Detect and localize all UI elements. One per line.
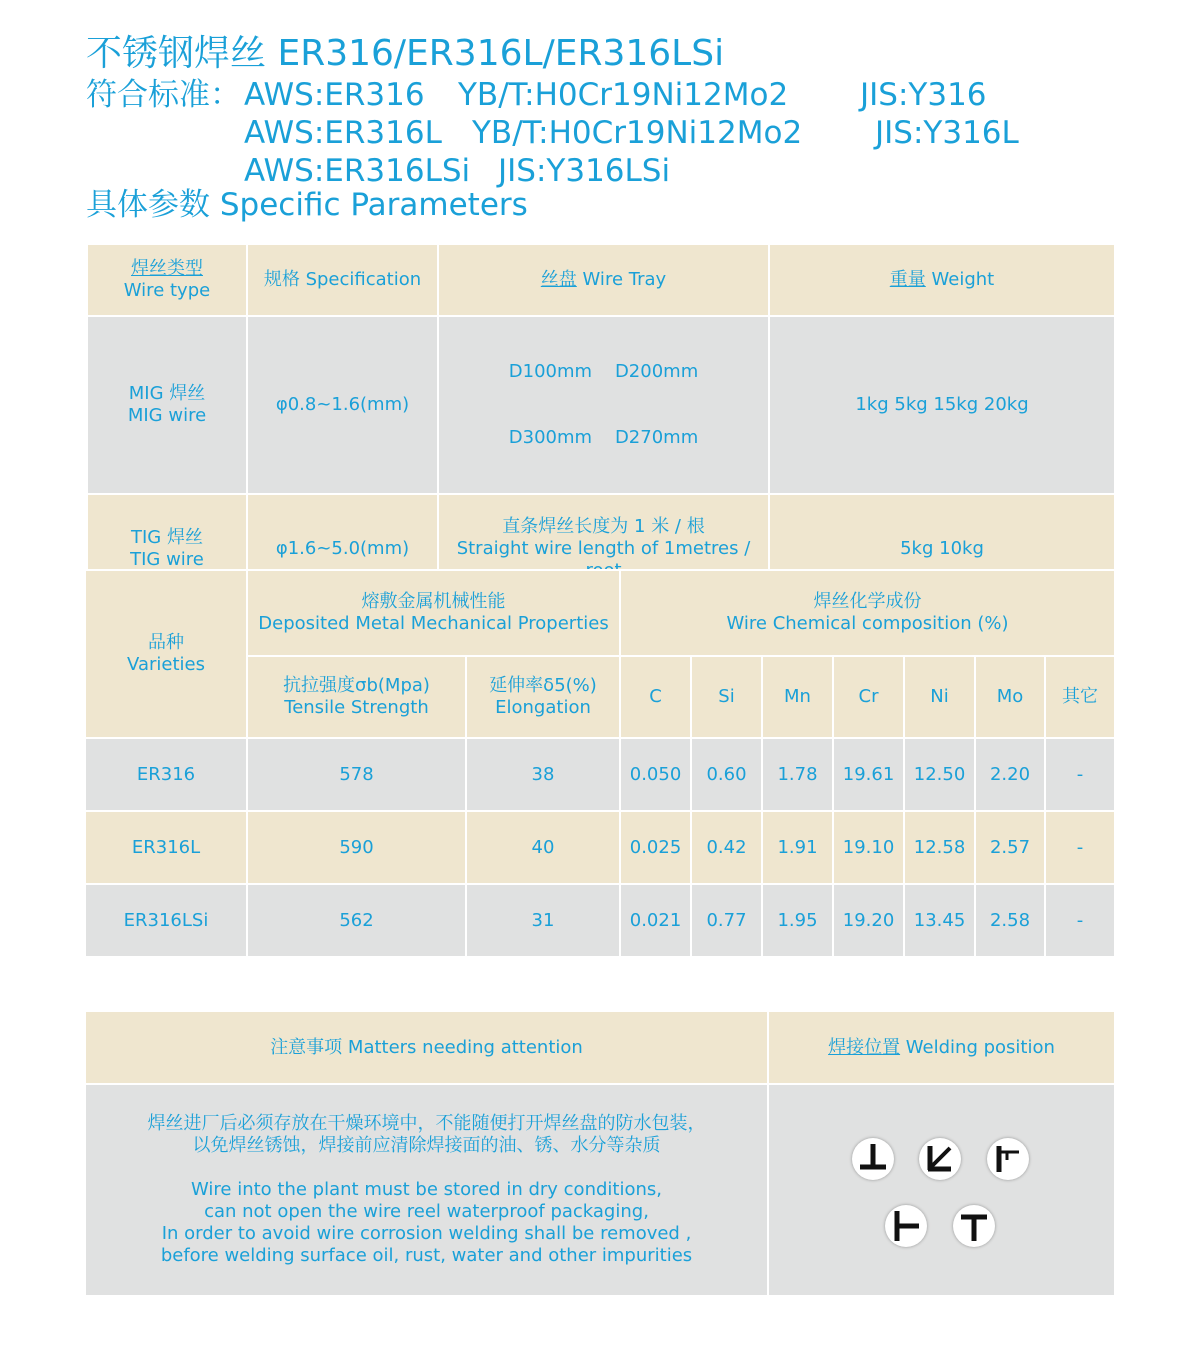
cell-cr: 19.20 (833, 884, 904, 957)
cell-ni: 13.45 (904, 884, 975, 957)
standard-aws-er316lsi: AWS:ER316LSi (244, 153, 471, 189)
cell-ni: 12.58 (904, 811, 975, 884)
cell-weight: 1kg 5kg 15kg 20kg (769, 316, 1115, 494)
cell-elongation: 38 (466, 738, 620, 811)
cell-mo: 2.57 (975, 811, 1045, 884)
standard-jis-er316: JIS:Y316 (860, 77, 987, 113)
standard-aws-er316l: AWS:ER316L (244, 115, 442, 151)
cell-tensile: 590 (247, 811, 466, 884)
cell-mo: 2.20 (975, 738, 1045, 811)
note-line-cn: 焊丝进厂后必须存放在干燥环境中，不能随便打开焊丝盘的防水包装， (147, 1113, 706, 1134)
table-row (85, 884, 1115, 957)
cell-ni: 12.50 (904, 738, 975, 811)
composition-table (84, 569, 1116, 958)
horizontal-weld-icon (885, 1205, 927, 1247)
standard-yb-er316: YB/T:H0Cr19Ni12Mo2 (458, 77, 789, 113)
cell-variety: ER316 (85, 738, 247, 811)
note-line-en: In order to avoid wire corrosion welding shall be removed , (161, 1223, 692, 1244)
standard-aws-er316: AWS:ER316 (244, 77, 425, 113)
header-elongation: 延伸率δ5(%) Elongation (466, 656, 620, 738)
note-line-en: before welding surface oil, rust, water and other impurities (160, 1245, 693, 1266)
cell-specification: φ1.6~5.0(mm) (247, 494, 438, 604)
note-line-cn: 以免焊丝锈蚀，焊接前应清除焊接面的油、锈、水分等杂质 (192, 1135, 661, 1156)
notes-body-row (85, 1084, 1115, 1296)
header-wire-type: 焊丝类型 Wire type (87, 244, 247, 316)
vertical-weld-icon (987, 1138, 1029, 1180)
cell-tensile: 562 (247, 884, 466, 957)
cell-c: 0.025 (620, 811, 691, 884)
welding-position-icons (769, 1085, 1115, 1295)
cell-si: 0.60 (691, 738, 762, 811)
note-line-en: can not open the wire reel waterproof packaging, (204, 1201, 649, 1222)
header-element-mo: Mo (975, 656, 1045, 738)
table-row (85, 738, 1115, 811)
header-element-mn: Mn (762, 656, 833, 738)
header-welding-position: 焊接位置 Welding position (768, 1011, 1115, 1084)
notes-text-cell (85, 1084, 768, 1296)
cell-wire-tray: D100mm D200mm D300mm D270mm (438, 316, 769, 494)
cell-specification: φ0.8~1.6(mm) (247, 316, 438, 494)
header-specification: 规格 Specification (247, 244, 438, 316)
cell-si: 0.42 (691, 811, 762, 884)
cell-tensile: 578 (247, 738, 466, 811)
spec-section-title: 具体参数 Specific Parameters (86, 187, 528, 223)
notes-header-row (85, 1011, 1115, 1084)
cell-elongation: 31 (466, 884, 620, 957)
fillet-weld-icon (919, 1138, 961, 1180)
cell-wire-tray: 直条焊丝长度为 1 米 / 根 Straight wire length of 1metres / root (438, 494, 769, 604)
header-matters-attention: 注意事项 Matters needing attention (85, 1011, 768, 1084)
header-weight: 重量 Weight (769, 244, 1115, 316)
header-element-cr: Cr (833, 656, 904, 738)
standards-label: 符合标准： (86, 77, 241, 113)
composition-header-row (85, 570, 1115, 656)
cell-variety: ER316LSi (85, 884, 247, 957)
cell-mo: 2.58 (975, 884, 1045, 957)
overhead-weld-icon (953, 1205, 995, 1247)
header-element-ni: Ni (904, 656, 975, 738)
cell-other: - (1045, 811, 1115, 884)
specification-table (86, 243, 1116, 605)
standard-jis-er316l: JIS:Y316L (875, 115, 1019, 151)
notes-table (84, 1010, 1116, 1297)
header-tensile-strength: 抗拉强度σb(Mpa) Tensile Strength (247, 656, 466, 738)
cell-c: 0.021 (620, 884, 691, 957)
table-row (85, 811, 1115, 884)
cell-mn: 1.78 (762, 738, 833, 811)
header-element-si: Si (691, 656, 762, 738)
cell-mn: 1.91 (762, 811, 833, 884)
table-row (87, 316, 1115, 494)
header-chemical-composition: 焊丝化学成份 Wire Chemical composition (%) (620, 570, 1115, 656)
header-element-other: 其它 (1045, 656, 1115, 738)
cell-weight: 5kg 10kg (769, 494, 1115, 604)
cell-variety: ER316L (85, 811, 247, 884)
header-mechanical-properties: 熔敷金属机械性能 Deposited Metal Mechanical Properties (247, 570, 620, 656)
cell-cr: 19.61 (833, 738, 904, 811)
standard-jis-er316lsi: JIS:Y316LSi (498, 153, 671, 189)
standard-yb-er316l: YB/T:H0Cr19Ni12Mo2 (472, 115, 803, 151)
header-varieties: 品种 Varieties (85, 570, 247, 738)
cell-wire-type: TIG 焊丝 TIG wire (87, 494, 247, 604)
note-line-en: Wire into the plant must be stored in dry conditions, (191, 1179, 662, 1200)
cell-other: - (1045, 884, 1115, 957)
header-element-c: C (620, 656, 691, 738)
header-wire-tray: 丝盘 Wire Tray (438, 244, 769, 316)
cell-elongation: 40 (466, 811, 620, 884)
cell-wire-type: MIG 焊丝 MIG wire (87, 316, 247, 494)
cell-other: - (1045, 738, 1115, 811)
spec-header-row (87, 244, 1115, 316)
cell-cr: 19.10 (833, 811, 904, 884)
cell-mn: 1.95 (762, 884, 833, 957)
cell-c: 0.050 (620, 738, 691, 811)
flat-weld-icon (852, 1138, 894, 1180)
welding-position-cell (768, 1084, 1115, 1296)
cell-si: 0.77 (691, 884, 762, 957)
page-title: 不锈钢焊丝 ER316/ER316L/ER316LSi (86, 33, 725, 74)
